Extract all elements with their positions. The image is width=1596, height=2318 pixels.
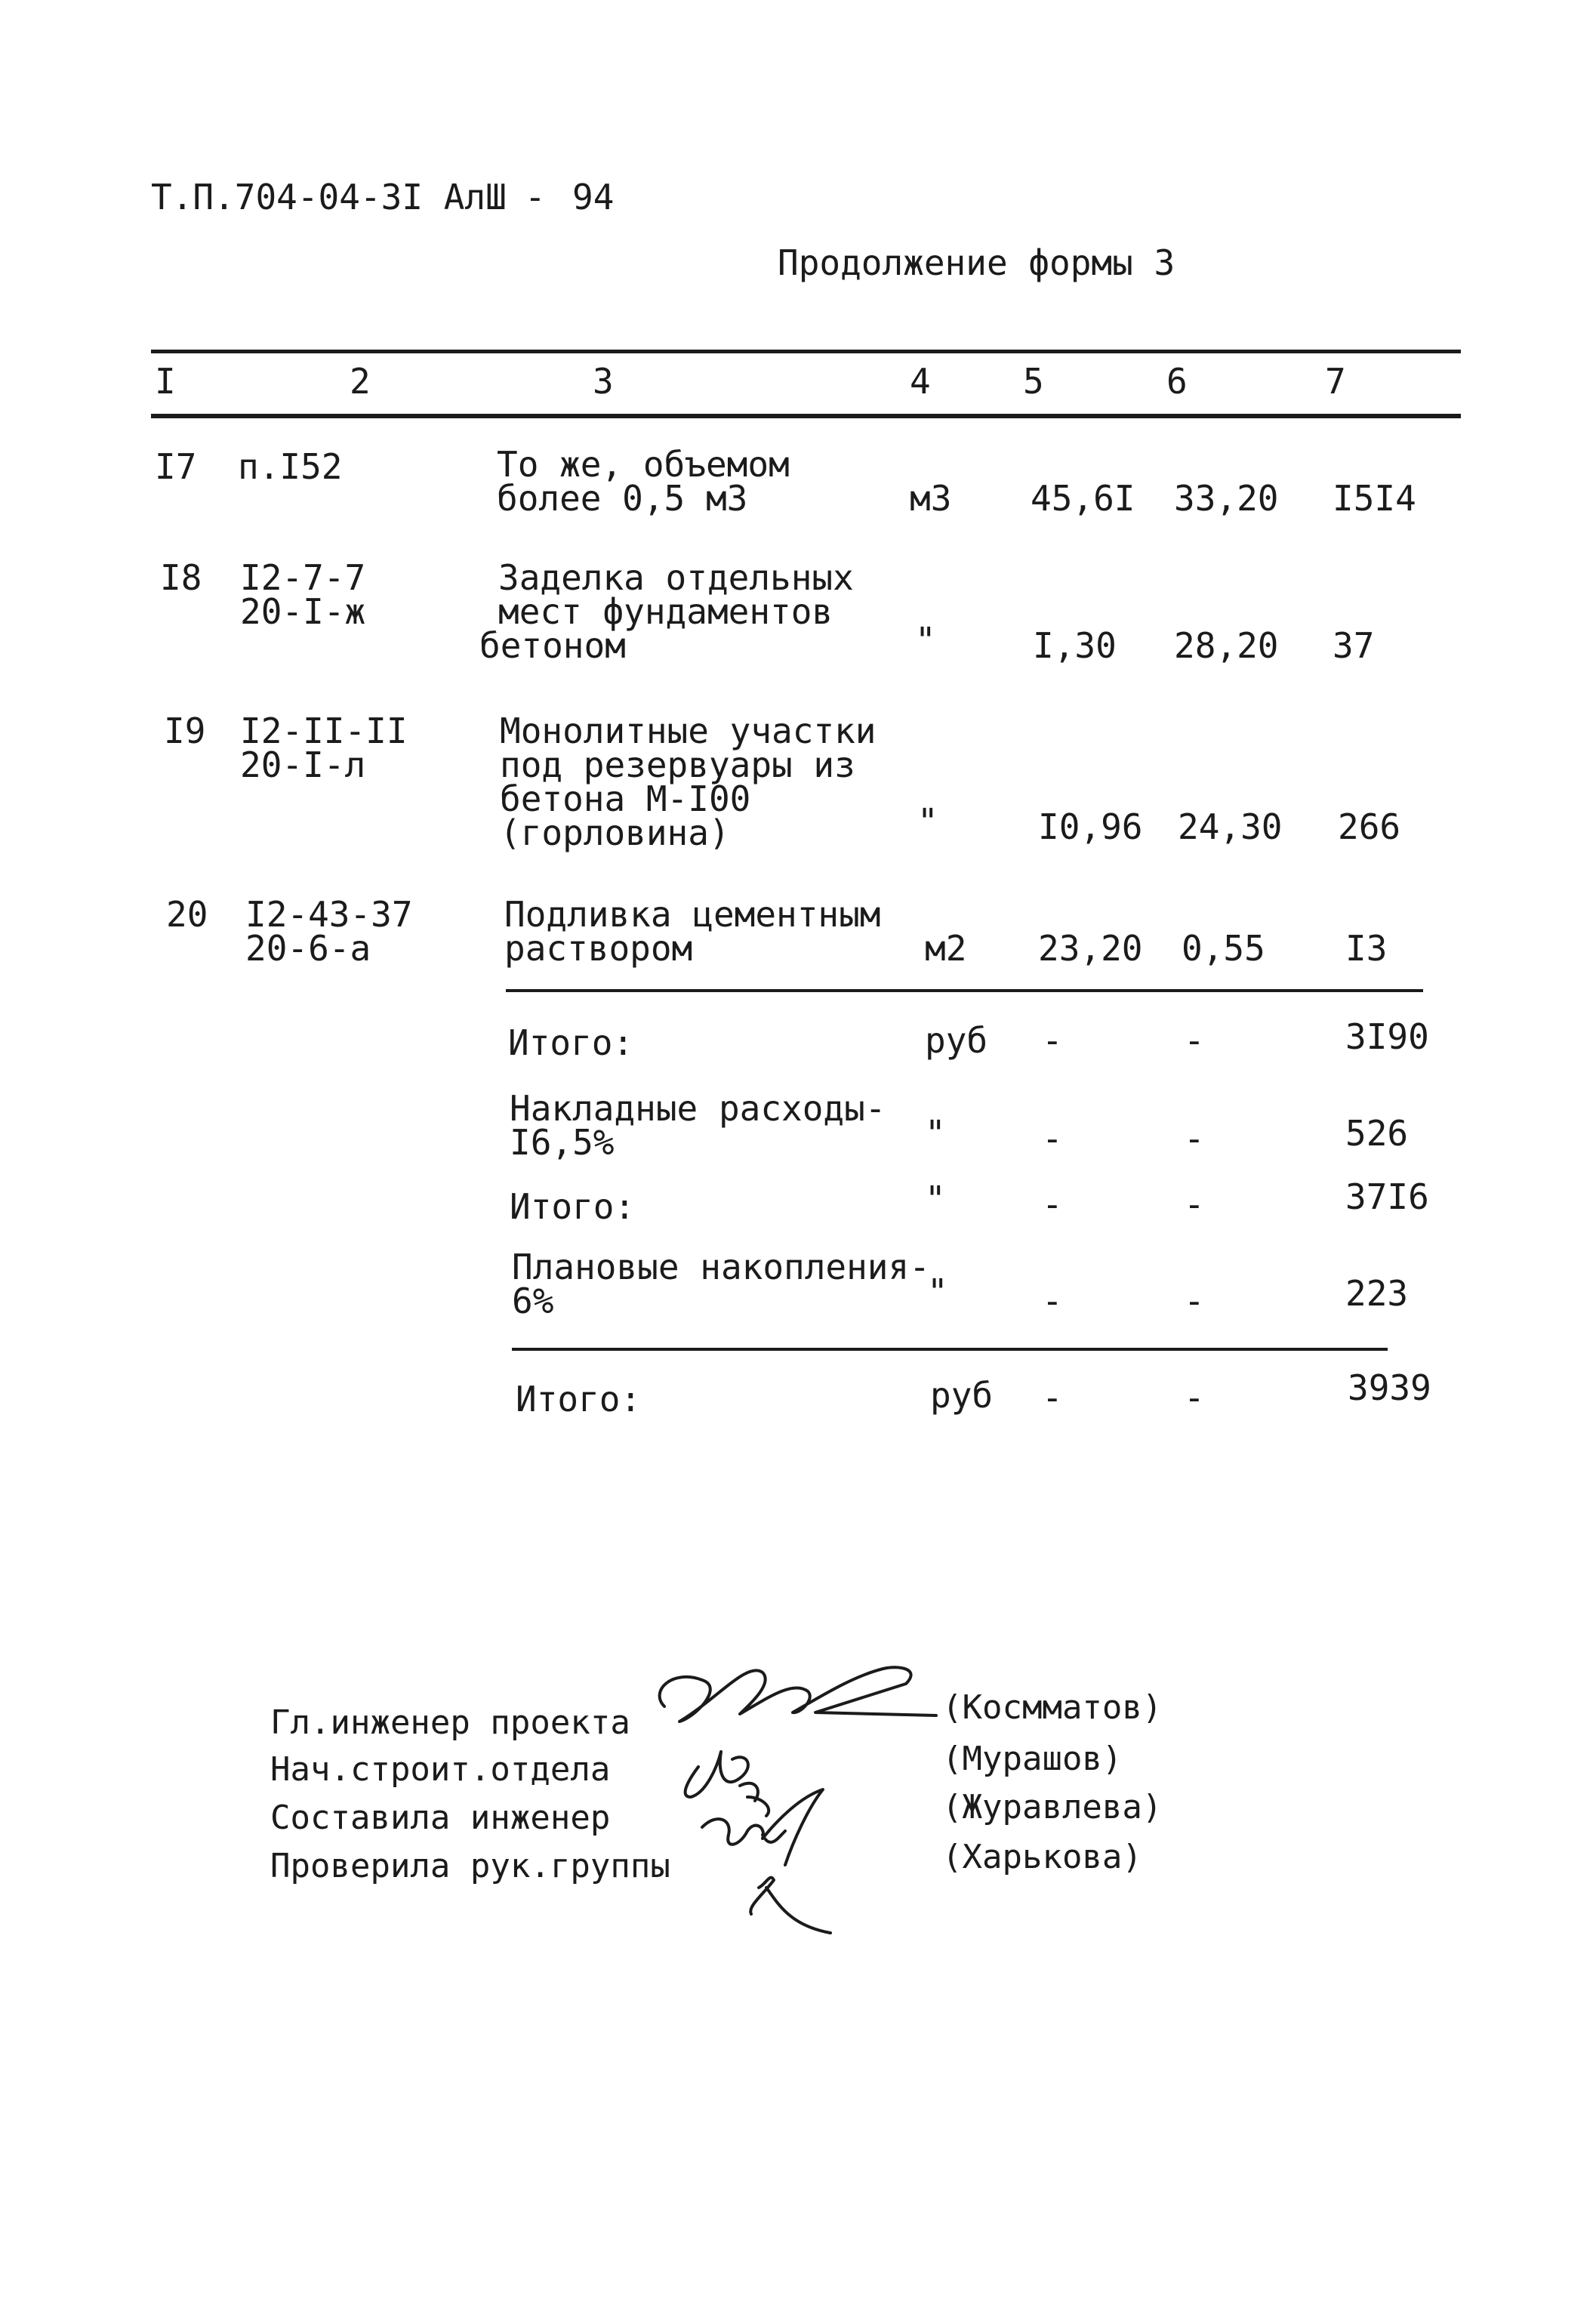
total: I5I4: [1333, 478, 1416, 519]
quantity: I,30: [1033, 625, 1117, 666]
table-top-rule: [151, 350, 1461, 353]
summary-col5: -: [1042, 1377, 1063, 1418]
signatory-role: Нач.строит.отдела: [270, 1750, 611, 1789]
column-header-2: 2: [350, 361, 371, 402]
page-number: 94: [572, 177, 615, 217]
rate-code-line: 20-I-л: [240, 744, 366, 785]
row-number: 20: [166, 894, 208, 935]
description-line: Монолитные участки: [500, 711, 877, 751]
column-header-7: 7: [1325, 361, 1346, 402]
handwritten-signatures: [634, 1646, 951, 1948]
unit-price: 0,55: [1182, 928, 1265, 969]
column-header-6: 6: [1166, 361, 1188, 402]
summary-col5: -: [1042, 1281, 1063, 1321]
row-number: I9: [164, 711, 206, 751]
unit: м3: [910, 478, 952, 519]
unit: ": [915, 620, 936, 661]
unit-price: 28,20: [1174, 625, 1279, 666]
signatory-name: (Журавлева): [942, 1788, 1163, 1826]
description-line: раствором: [504, 928, 693, 969]
grand-total-label: Итого:: [516, 1379, 642, 1419]
unit-price: 33,20: [1174, 478, 1279, 519]
grand-total-rule: [512, 1348, 1388, 1351]
unit-price: 24,30: [1178, 806, 1283, 847]
summary-label: Итого:: [508, 1022, 634, 1063]
rate-code-line: 20-6-а: [245, 928, 371, 969]
signatory-role: Проверила рук.группы: [270, 1847, 670, 1885]
description-line: мест фундаментов: [498, 591, 833, 632]
summary-total: 3I90: [1345, 1016, 1429, 1057]
summary-label: Накладные расходы-: [510, 1088, 886, 1129]
summary-label: I6,5%: [510, 1122, 615, 1163]
summary-label: Итого:: [510, 1186, 636, 1227]
signature-2: [686, 1752, 769, 1816]
summary-total: 526: [1345, 1113, 1409, 1154]
signatory-role: Гл.инженер проекта: [270, 1703, 630, 1742]
summary-col6: -: [1184, 1118, 1205, 1159]
summary-total: 37I6: [1345, 1176, 1429, 1217]
description-line: под резервуары из: [500, 744, 855, 785]
description-line: более 0,5 м3: [497, 478, 748, 519]
column-header-1: I: [155, 361, 176, 402]
quantity: 23,20: [1038, 928, 1143, 969]
summary-unit: ": [925, 1179, 946, 1219]
rate-code-line: п.I52: [238, 446, 343, 487]
total: I3: [1345, 928, 1388, 969]
summary-col6: -: [1184, 1020, 1205, 1061]
summary-col6: -: [1184, 1281, 1205, 1321]
form-continuation-title: Продолжение формы 3: [778, 242, 1175, 283]
column-header-5: 5: [1023, 361, 1044, 402]
summary-col5: -: [1042, 1118, 1063, 1159]
rate-code-line: I2-7-7: [240, 557, 366, 598]
page-dash: -: [525, 177, 546, 217]
grand-total-value: 3939: [1348, 1367, 1431, 1408]
column-header-4: 4: [910, 361, 931, 402]
summary-unit: руб: [925, 1020, 988, 1061]
description-line: Подливка цементным: [504, 894, 881, 935]
quantity: I0,96: [1038, 806, 1143, 847]
signature-4: [750, 1878, 830, 1933]
table-header-bottom-rule: [151, 414, 1461, 418]
summary-total: 223: [1345, 1273, 1409, 1314]
rate-code-line: 20-I-ж: [240, 591, 366, 632]
row-number: I8: [160, 557, 202, 598]
summary-unit: ": [927, 1272, 948, 1312]
signature-1: [660, 1667, 936, 1722]
signatory-name: (Харькова): [942, 1838, 1142, 1876]
summary-col6: -: [1184, 1377, 1205, 1418]
description-line: бетона М-I00: [500, 778, 751, 819]
unit: ": [917, 801, 938, 842]
total: 37: [1333, 625, 1375, 666]
signatory-name: (Космматов): [942, 1688, 1163, 1727]
description-line: Заделка отдельных: [498, 557, 854, 598]
grand-total-unit: руб: [930, 1375, 994, 1416]
summary-label: 6%: [512, 1281, 554, 1321]
description-line: (горловина): [500, 812, 730, 853]
signatory-role: Составила инженер: [270, 1799, 611, 1837]
column-header-3: 3: [593, 361, 614, 402]
unit: м2: [925, 928, 967, 969]
row-number: I7: [155, 446, 197, 487]
description-line: бетоном: [479, 625, 626, 666]
summary-col5: -: [1042, 1020, 1063, 1061]
rate-code-line: I2-II-II: [240, 711, 408, 751]
summary-col5: -: [1042, 1184, 1063, 1225]
summary-label: Плановые накопления-: [512, 1247, 930, 1287]
rate-code-line: I2-43-37: [245, 894, 413, 935]
description-line: То же, объемом: [497, 444, 790, 485]
doc-reference: Т.П.704-04-3I АлШ: [151, 177, 507, 217]
quantity: 45,6I: [1031, 478, 1135, 519]
signatory-name: (Мурашов): [942, 1740, 1123, 1778]
total: 266: [1338, 806, 1401, 847]
summary-top-rule: [506, 989, 1423, 992]
summary-col6: -: [1184, 1184, 1205, 1225]
summary-unit: ": [925, 1113, 946, 1154]
